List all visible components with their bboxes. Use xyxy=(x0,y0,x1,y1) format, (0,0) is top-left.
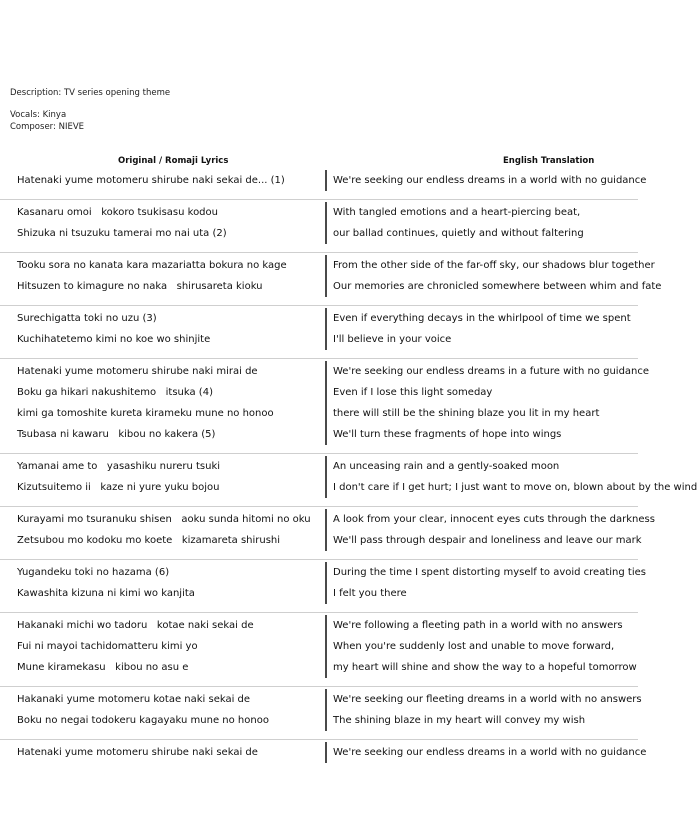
romaji-line: Yugandeku toki no hazama (6) xyxy=(17,567,170,578)
english-line: Our memories are chronicled somewhere between whim and fate xyxy=(333,281,662,292)
english-line: We'll pass through despair and loneliness and leave our mark xyxy=(333,535,642,546)
romaji-line: Yamanai ame to yasashiku nureru tsuki xyxy=(17,461,221,472)
stanza-separator xyxy=(0,686,638,687)
english-line: there will still be the shining blaze you lit in my heart xyxy=(333,408,600,419)
english-line: With tangled emotions and a heart-piercing beat, xyxy=(333,207,581,218)
lyric-row xyxy=(0,657,638,678)
lyric-row xyxy=(0,255,655,276)
stanza xyxy=(0,562,646,604)
romaji-line: Tooku sora no kanata kara mazariatta bokura no kage xyxy=(17,260,287,271)
english-line: We're following a fleeting path in a world with no answers xyxy=(333,620,623,631)
lyric-row xyxy=(0,562,646,583)
romaji-line: Fui ni mayoi tachidomatteru kimi yo xyxy=(17,641,198,652)
lyric-row xyxy=(0,223,638,244)
english-translation-header: English Translation xyxy=(503,156,595,166)
lyric-row xyxy=(0,403,638,424)
romaji-line: Kurayami mo tsuranuku shisen aoku sunda hitomi no oku xyxy=(17,514,311,525)
romaji-line: Kasanaru omoi kokoro tsukisasu kodou xyxy=(17,207,218,218)
romaji-line: Zetsubou mo kodoku mo koete kizamareta shirushi xyxy=(17,535,281,546)
lyric-row xyxy=(0,456,638,477)
romaji-line: Hakanaki michi wo tadoru kotae naki sekai de xyxy=(17,620,254,631)
stanza-separator xyxy=(0,506,638,507)
lyric-row xyxy=(0,361,650,382)
lyric-row xyxy=(0,583,638,604)
english-line: my heart will shine and show the way to a hopeful tomorrow xyxy=(333,662,637,673)
lyric-row xyxy=(0,276,662,297)
romaji-line: Hakanaki yume motomeru kotae naki sekai de xyxy=(17,694,251,705)
stanza-separator xyxy=(0,559,638,560)
description-text: Description: TV series opening theme xyxy=(10,88,171,98)
stanza-separator xyxy=(0,305,638,306)
romaji-line: Boku no negai todokeru kagayaku mune no honoo xyxy=(17,715,269,726)
english-line: I felt you there xyxy=(333,588,407,599)
stanza xyxy=(0,456,697,498)
lyric-row xyxy=(0,382,638,403)
english-line: We're seeking our fleeting dreams in a world with no answers xyxy=(333,694,642,705)
romaji-line: Hitsuzen to kimagure no naka shirusareta kioku xyxy=(17,281,263,292)
lyric-row xyxy=(0,477,697,498)
stanza-separator xyxy=(0,358,638,359)
romaji-line: Kawashita kizuna ni kimi wo kanjita xyxy=(17,588,195,599)
stanza xyxy=(0,170,647,191)
lyric-row xyxy=(0,329,638,350)
english-line: I'll believe in your voice xyxy=(333,334,452,345)
english-line: I don't care if I get hurt; I just want to move on, blown about by the wind xyxy=(333,482,697,493)
english-line: Even if I lose this light someday xyxy=(333,387,493,398)
stanza-separator xyxy=(0,612,638,613)
romaji-line: Hatenaki yume motomeru shirube naki mirai de xyxy=(17,366,258,377)
english-line: A look from your clear, innocent eyes cuts through the darkness xyxy=(333,514,655,525)
stanza-separator xyxy=(0,252,638,253)
english-line: The shining blaze in my heart will convey my wish xyxy=(333,715,586,726)
stanza xyxy=(0,308,638,350)
lyric-row xyxy=(0,636,638,657)
romaji-line: Mune kiramekasu kibou no asu e xyxy=(17,662,189,673)
english-line: When you're suddenly lost and unable to move forward, xyxy=(333,641,615,652)
romaji-line: kimi ga tomoshite kureta kirameku mune no honoo xyxy=(17,408,274,419)
english-line: We're seeking our endless dreams in a future with no guidance xyxy=(333,366,650,377)
vocals-text: Vocals: Kinya xyxy=(10,110,67,120)
stanza xyxy=(0,255,662,297)
lyric-row xyxy=(0,710,638,731)
romaji-line: Boku ga hikari nakushitemo itsuka (4) xyxy=(17,387,213,398)
english-line: From the other side of the far-off sky, our shadows blur together xyxy=(333,260,655,271)
lyric-row xyxy=(0,689,642,710)
english-line: Even if everything decays in the whirlpool of time we spent xyxy=(333,313,631,324)
lyric-row xyxy=(0,742,647,763)
stanza xyxy=(0,615,638,678)
lyric-row xyxy=(0,202,638,223)
lyric-row xyxy=(0,615,638,636)
lyric-row xyxy=(0,424,638,445)
stanza-separator xyxy=(0,739,638,740)
english-line: We're seeking our endless dreams in a world with no guidance xyxy=(333,175,647,186)
lyric-row xyxy=(0,530,642,551)
english-line: During the time I spent distorting myself to avoid creating ties xyxy=(333,567,646,578)
stanza xyxy=(0,742,647,763)
english-line: We'll turn these fragments of hope into wings xyxy=(333,429,562,440)
english-line: our ballad continues, quietly and without faltering xyxy=(333,228,584,239)
romaji-line: Surechigatta toki no uzu (3) xyxy=(17,313,157,324)
english-line: An unceasing rain and a gently-soaked moon xyxy=(333,461,560,472)
romaji-line: Tsubasa ni kawaru kibou no kakera (5) xyxy=(17,429,216,440)
stanza-separator xyxy=(0,453,638,454)
stanza xyxy=(0,202,638,244)
original-lyrics-header: Original / Romaji Lyrics xyxy=(118,156,229,166)
english-line: We're seeking our endless dreams in a world with no guidance xyxy=(333,747,647,758)
lyric-row xyxy=(0,170,647,191)
stanza-separator xyxy=(0,199,638,200)
stanza xyxy=(0,689,642,731)
romaji-line: Hatenaki yume motomeru shirube naki sekai de... (1) xyxy=(17,175,285,186)
stanza xyxy=(0,509,655,551)
romaji-line: Hatenaki yume motomeru shirube naki sekai de xyxy=(17,747,258,758)
romaji-line: Shizuka ni tsuzuku tamerai mo nai uta (2) xyxy=(17,228,227,239)
lyrics-table xyxy=(0,170,697,770)
romaji-line: Kuchihatetemo kimi no koe wo shinjite xyxy=(17,334,211,345)
lyric-row xyxy=(0,509,655,530)
romaji-line: Kizutsuitemo ii kaze ni yure yuku bojou xyxy=(17,482,220,493)
lyric-row xyxy=(0,308,638,329)
stanza xyxy=(0,361,650,445)
composer-text: Composer: NIEVE xyxy=(10,122,85,132)
